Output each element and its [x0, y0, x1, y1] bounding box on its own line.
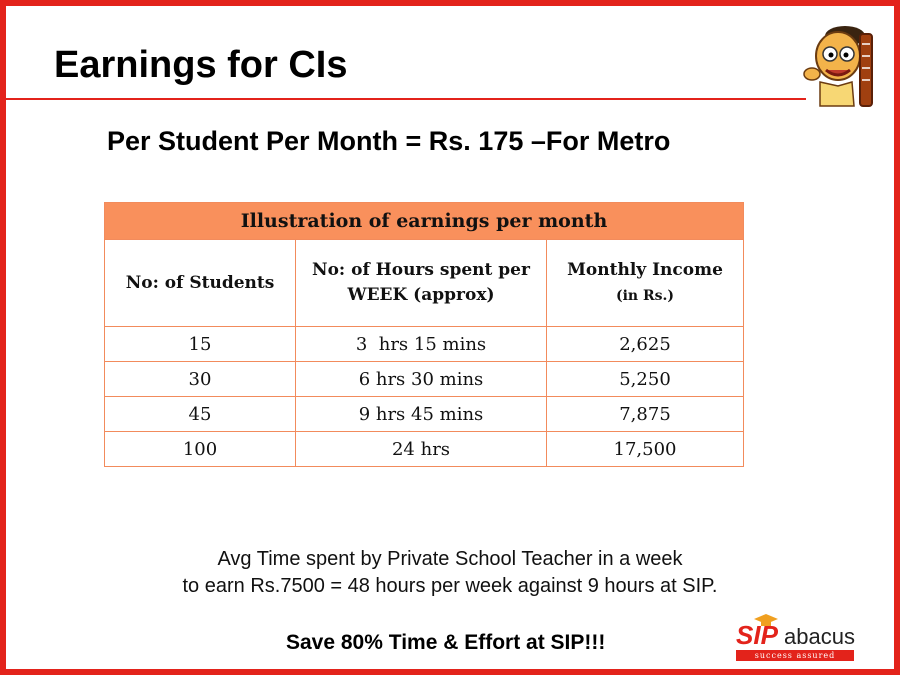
mascot-abacus-icon	[790, 14, 890, 114]
cell-income: 7,875	[547, 397, 744, 432]
subtitle-rate: Per Student Per Month = Rs. 175 –For Metro	[107, 126, 671, 156]
table-row	[105, 327, 744, 362]
note-line2: to earn Rs.7500 = 48 hours per week against 9 hours at SIP.	[182, 575, 718, 597]
cell-hours: 3 hrs 15 mins	[296, 327, 547, 362]
cell-students: 30	[105, 362, 296, 397]
slide-title: Earnings for CIs	[54, 44, 348, 86]
cell-students: 15	[105, 327, 296, 362]
earnings-table	[104, 202, 744, 467]
cell-hours: 24 hrs	[296, 432, 547, 467]
header-hours-line2: WEEK (approx)	[347, 285, 495, 305]
header-hours-line1: No: of Hours spent per	[312, 260, 530, 280]
logo-abacus-text: abacus	[784, 624, 855, 649]
table-caption-row	[105, 203, 744, 240]
table-header-row	[105, 240, 744, 327]
header-hours	[296, 240, 547, 327]
header-income-line2: (in Rs.)	[615, 287, 674, 304]
header-income-line1: Monthly Income	[567, 259, 723, 280]
cell-hours: 9 hrs 45 mins	[296, 397, 547, 432]
logo-tagline: success assured	[736, 650, 854, 661]
table-row	[105, 362, 744, 397]
cell-students: 45	[105, 397, 296, 432]
cell-students: 100	[105, 432, 296, 467]
table-row	[105, 397, 744, 432]
title-underline	[6, 98, 806, 100]
header-income	[547, 240, 744, 327]
logo-sip-text: SIP	[736, 620, 778, 650]
note-line1: Avg Time spent by Private School Teacher in a week	[217, 548, 683, 570]
sip-abacus-logo	[732, 614, 862, 664]
cell-income: 5,250	[547, 362, 744, 397]
comparison-note	[0, 546, 900, 600]
table-row	[105, 432, 744, 467]
cell-income: 2,625	[547, 327, 744, 362]
header-students: No: of Students	[105, 240, 296, 327]
table-caption: Illustration of earnings per month	[105, 203, 744, 240]
save-slogan: Save 80% Time & Effort at SIP!!!	[286, 631, 606, 654]
cell-income: 17,500	[547, 432, 744, 467]
cell-hours: 6 hrs 30 mins	[296, 362, 547, 397]
